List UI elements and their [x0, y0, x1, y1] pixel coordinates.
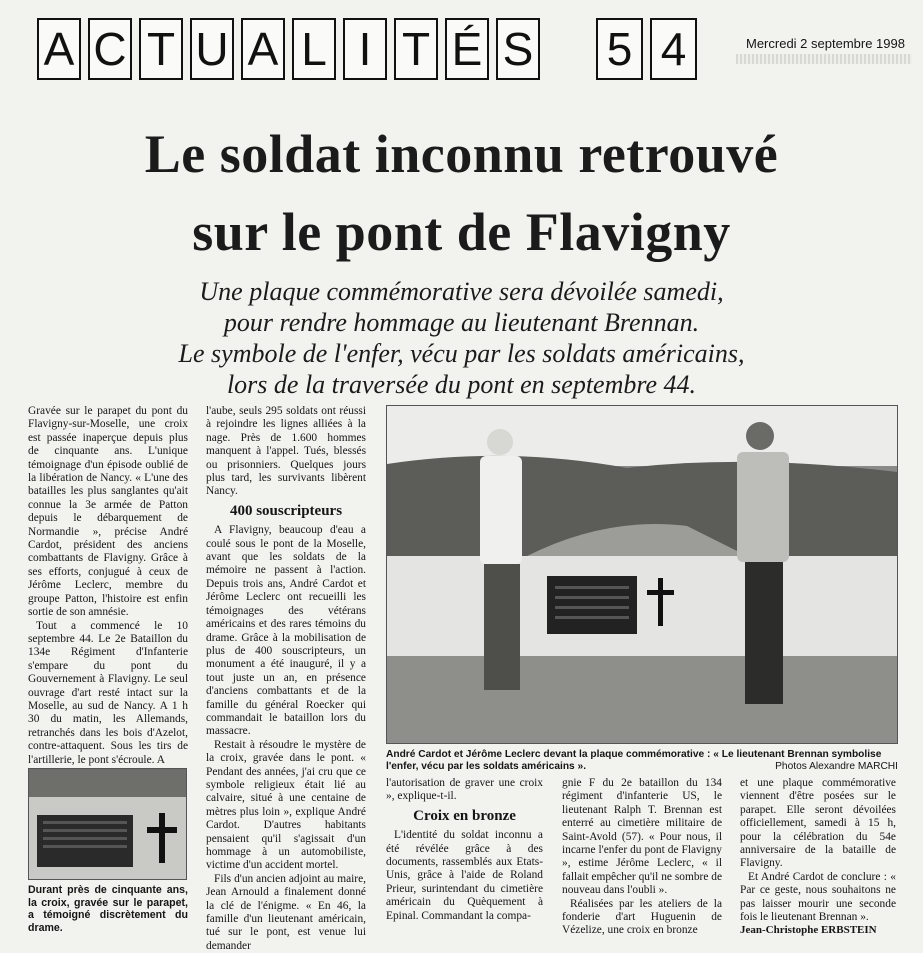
paragraph: Gravée sur le parapet du pont du Flavigny-sur-Moselle, une croix est passée inaperçue depuis plus de cinquante ans. L'unique témoignage d'un épisode oublié de la libération de Nancy. « L'une des batailles les plus sanglantes qu'ait connue la 3e armée de Patton depuis le débarquement de Normandie », précise André Cardot, président des anciens combattants de Flavigny. Grâce à ses efforts, conjugué à ceux de Jérôme Leclerc, membre du groupe Patton, l'histoire est enfin sortie de son amnésie.	[28, 405, 188, 619]
paragraph: gnie F du 2e bataillon du 134 régiment d'infanterie US, le lieutenant Ralph T. Brennan est enterré au cimetière militaire de Saint-Avold (57). « Pour nous, il incarne l'enfer du pont de Flavigny », estime Jérôme Leclerc, « il fallait empêcher qu'il ne sombre de nouveau dans l'oubli ».	[562, 777, 722, 897]
paragraph: Tout a commencé le 10 septembre 44. Le 2e Bataillon du 134e Régiment d'Infanterie s'empare du pont du Gouvernement à Flavigny. Le seul ouvrage d'art resté intact sur la Moselle, au sud de Nancy. A 1 h 30 du matin, les Allemands, retranchés dans les bois d'Azelot, contre-attaquent. Sous les tirs de l'artillerie, le pont s'écroule. A	[28, 619, 188, 766]
paragraph: L'identité du soldat inconnu a été révélée grâce à des documents, rassemblés aux Etats-Unis, grâce à l'aide de Roland Prieur, surintendant du cimetière américain du Quèquement à Epinal. Commandant la compa-	[386, 829, 543, 922]
main-photo	[386, 405, 898, 744]
issue-date: Mercredi 2 septembre 1998	[746, 36, 905, 51]
section-letter: S	[496, 18, 540, 80]
article-column-4	[562, 777, 722, 938]
page-number-digit: 5	[596, 18, 643, 80]
section-letter: L	[292, 18, 336, 80]
article-column-1	[28, 405, 188, 767]
paragraph: Réalisées par les ateliers de la fonderie d'art Huguenin de Vézelize, une croix en bronze	[562, 897, 722, 937]
headline-line-1: Le soldat inconnu retrouvé	[144, 124, 779, 184]
paragraph: l'autorisation de graver une croix », explique-t-il.	[386, 777, 543, 803]
subheading: 400 souscripteurs	[229, 502, 343, 519]
cross-photo	[28, 768, 187, 880]
photo-credit: Photos Alexandre MARCHI	[775, 761, 898, 772]
cross-photo-caption: Durant près de cinquante ans, la croix, gravée sur le parapet, a témoigné discrètement du drame.	[28, 884, 188, 934]
deck-line: Le symbole de l'enfer, vécu par les soldats américains,	[178, 339, 745, 368]
paragraph: et une plaque commémorative viennent d'être posées sur le parapet. Elle seront dévoilées officiellement, samedi à 15 h, pour la célébration du 54e anniversaire de la bataille de Flavigny.	[740, 777, 896, 870]
section-letter: A	[241, 18, 285, 80]
section-letter: U	[190, 18, 234, 80]
paragraph: Fils d'un ancien adjoint au maire, Jean Arnould a finalement donné la clé de l'énigme. « En 46, la famille d'un lieutenant américain, tué sur le pont, est venue lui demander	[206, 872, 366, 952]
section-letter: A	[37, 18, 81, 80]
article-column-3	[386, 777, 543, 923]
section-letter: I	[343, 18, 387, 80]
author-signature: Jean-Christophe ERBSTEIN	[740, 924, 877, 937]
deck-line: pour rendre hommage au lieutenant Brennan.	[223, 308, 700, 337]
deck-line: lors de la traversée du pont en septembre 44.	[226, 370, 697, 399]
section-letter: T	[139, 18, 183, 80]
section-letter: É	[445, 18, 489, 80]
deck-line: Une plaque commémorative sera dévoilée samedi,	[199, 277, 724, 306]
paragraph: l'aube, seuls 295 soldats ont réussi à rejoindre les lignes alliées à la nage. Près de 1.600 hommes manquent à l'appel. Tués, blessés ou prisonniers. Quelques jours plus tard, les survivants libèrent Nancy.	[206, 405, 366, 498]
paragraph: Et André Cardot de conclure : « Par ce geste, nous souhaitons ne pas laisser mourir une seconde fois le lieutenant Brennan ».	[740, 870, 896, 924]
paragraph: A Flavigny, beaucoup d'eau a coulé sous le pont de la Moselle, avant que les soldats de la mémoire ne passent à l'action. Depuis trois ans, André Cardot et Jérôme Leclerc ont recueilli les témoignages des vétérans américains et des rares témoins du drame. Grâce à la mobilisation de plus de 400 souscripteurs, un monument a été inauguré, il y a tout juste un an, en présence d'anciens combattants et de la famille du général Roecker qui commandait le bataillon lors du massacre.	[206, 524, 366, 738]
article-column-2	[206, 405, 366, 953]
subheading: Croix en bronze	[413, 807, 516, 824]
photo-caption-text: André Cardot et Jérôme Leclerc devant la plaque commémorative : « Le lieutenant Brennan symbolise l'enfer, vécu par les soldats américains ».	[386, 749, 882, 772]
section-letter: C	[88, 18, 132, 80]
page-number-digit: 4	[650, 18, 697, 80]
paragraph: Restait à résoudre le mystère de la croix, gravée dans le pont. « Pendant des années, j'ai cru que ce symbole religieux était lié au calvaire, situé à une centaine de mètres plus loin », explique André Cardot. D'autres habitants pensaient qu'il s'agissait d'un hommage à un automobiliste, victime d'un accident mortel.	[206, 738, 366, 872]
article-column-5	[740, 777, 896, 938]
date-rule	[736, 54, 912, 64]
section-letter: T	[394, 18, 438, 80]
main-photo-caption	[386, 749, 898, 773]
headline-line-2: sur le pont de Flavigny	[192, 202, 731, 262]
